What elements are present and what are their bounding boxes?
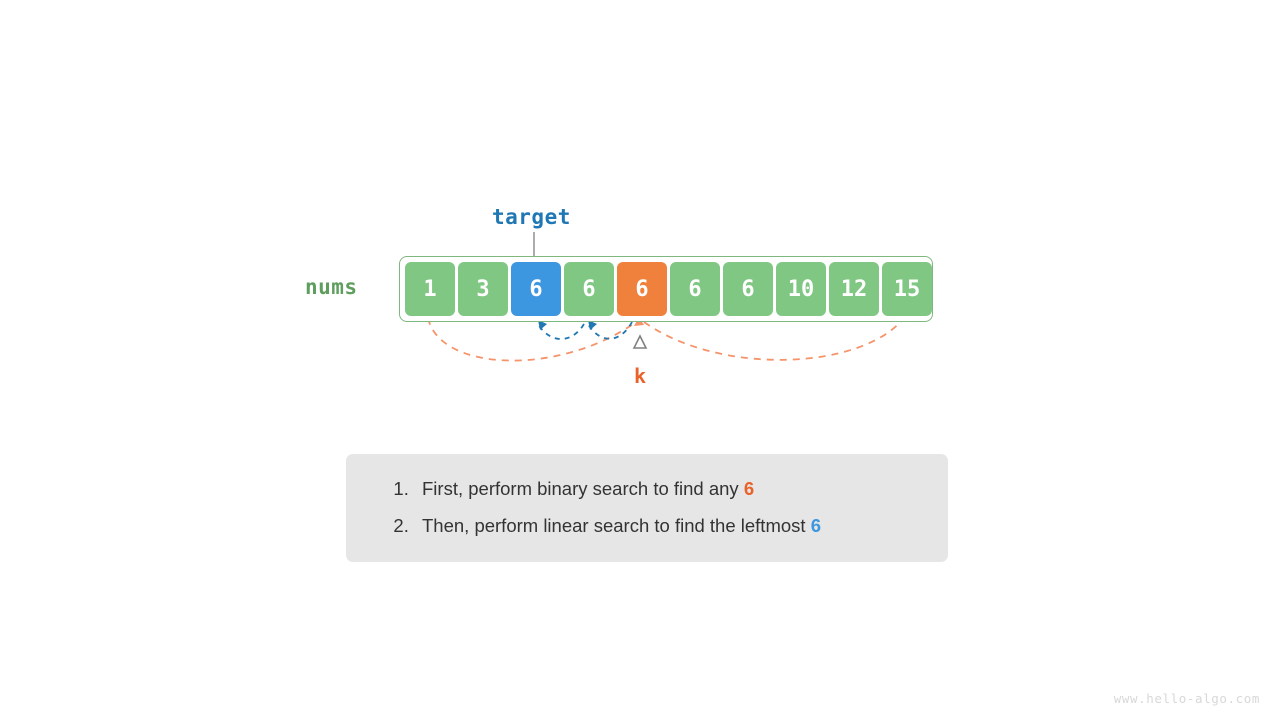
linear-scan-arc-2 (538, 324, 584, 339)
caption-step-text: First, perform binary search to find any (422, 478, 744, 499)
array-cell: 15 (882, 262, 932, 316)
array-cell: 12 (829, 262, 879, 316)
binary-search-arc-left (428, 318, 636, 361)
caption-step-text: Then, perform linear search to find the leftmost (422, 515, 811, 536)
array-cell: 1 (405, 262, 455, 316)
target-label: target (492, 205, 571, 229)
k-label: k (634, 364, 647, 388)
k-pointer-caret (634, 336, 646, 348)
caption-step-highlight: 6 (743, 478, 755, 499)
watermark: www.hello-algo.com (1113, 691, 1260, 706)
caption-box (346, 454, 948, 562)
caption-step (414, 470, 948, 507)
array-cell: 10 (776, 262, 826, 316)
array-cell: 6 (564, 262, 614, 316)
nums-label: nums (305, 275, 358, 299)
caption-step-highlight: 6 (810, 515, 821, 536)
array-cells (405, 262, 932, 316)
caption-steps-list (346, 470, 948, 544)
caption-step (414, 507, 948, 544)
array-cell: 6 (723, 262, 773, 316)
binary-search-arc-right (644, 318, 904, 360)
array-cell: 3 (458, 262, 508, 316)
array-cell: 6 (670, 262, 720, 316)
array-cell: 6 (617, 262, 667, 316)
array-cell: 6 (511, 262, 561, 316)
